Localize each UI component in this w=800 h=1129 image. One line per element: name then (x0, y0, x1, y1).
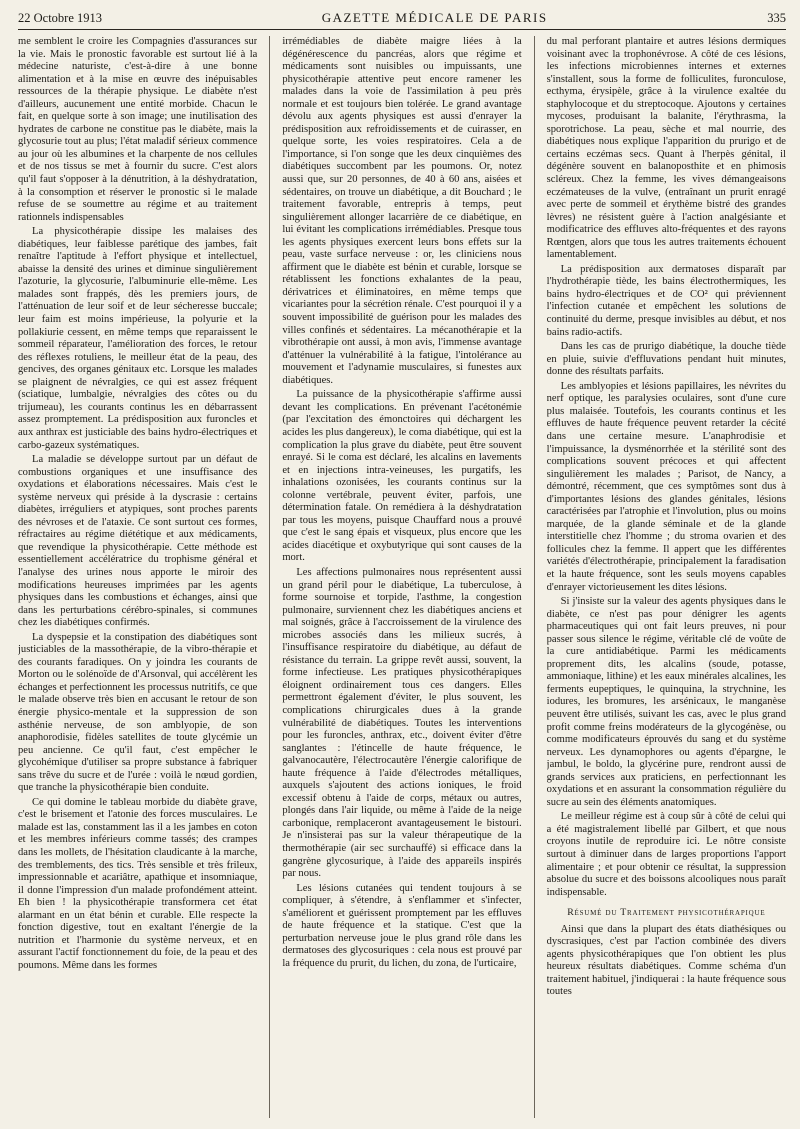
paragraph: irrémédiables de diabète maigre liées à la dégénérescence du pancréas, alors que régime et médicaments sont nuisibles ou impuissants, une physicothérapie attentive peut encore ramener les malades dans la voie de l'assimilation à peu près normale et est toujours bien tolérée. Le grand avantage dévolu aux agents physiques est aussi d'enrayer la prédisposition aux refroidissements et de cuirasser, en quelque sorte, les voies respiratoires. Cela a de l'importance, si l'on songe que les deux cinquièmes des diabétiques succombent par les poumons. Or, notez aussi que, sur 20 personnes, de 40 à 60 ans, aisées et sédentaires, on trouve un diabétique, a dit Bouchard ; le traitement favorable, entrepris à temps, peut singulièrement allonger lacarrière de ce diabétique, en lui évitant les complications irrémédiables. Presque tous les agents physiques exercent leurs bons effets sur la peau, vaste surface nerveuse : or, les cliniciens nous affirment que le diabète est bénin et curable, lorsque se rétablissent les fonctions exhalantes de la peau, dérivatrices et éliminatoires, en même temps que vicariantes pour la sécrétion rénale. C'est pourquoi il y a souvent impossibilité de guérison pour les malades des villes confinés et sédentaires. La mécanothérapie et la vibrothérapie ont aussi, à mon avis, l'immense avantage d'atténuer la vulnérabilité à la fatigue, l'intolérance au mouvement et l'adynamie musculaires, si funestes aux diabétiques. (282, 36, 522, 386)
paragraph: La puissance de la physicothérapie s'affirme aussi devant les complications. En prévenant l'acétonémie (par l'excitation des émonctoires qui déchargent les acides les plus dangereux), le coma diabétique, qui est la complication la plus grave du diabète, peut être souvent enrayé. Si le coma est déclaré, les alcalins en lavements et en injections intra-veineuses, les purgatifs, les inhalations ozonisées, les courants continus sur la colonne vertébrale, peuvent éviter, parfois, une détermination fatale. On remédiera à la déshydratation par tous les moyens, puisque Chauffard nous a prouvé que c'est le sang épais et visqueux, plus encore que les acides diacétique et oxybutyrique qui sont causes de la mort. (282, 389, 522, 564)
column-3 (547, 36, 786, 1118)
paragraph: Ce qui domine le tableau morbide du diabète grave, c'est le brisement et l'atonie des forces musculaires. Le malade est las, constamment las il a les jambes en coton et les membres inférieurs comme tassés; des crampes dans les mollets, de l'hésitation claudicante à la marche, des tremblements, des tics. Très sensible et très frileux, impressionnable et acariâtre, apathique et insomniaque, il donne l'impression d'un malade profondément atteint. Eh bien ! la physicothérapie transformera cet état alarmant en un état bénin et curable. Elle respecte la fonction digestive, tout en exaltant l'énergie de la nutrition et l'harmonie du système nerveux, et en assurant l'actif fonctionnement du foie, de la peau et des poumons. Même dans les formes (18, 796, 258, 971)
paragraph: La maladie se développe surtout par un défaut de combustions organiques et une insuffisance des oxydations et élaborations nécessaires. Mais c'est le système nerveux qui préside à la dyscrasie : certains diabètes, irréguliers et atypiques, sont proches parents des névroses et de l'ataxie. Ce sont surtout ces formes, réfractaires au régime diététique et aux médicaments, que revendique la physicothérapie. Cette méthode est essentiellement accélératrice du trophisme général et l'analyse des urines nous apporte le miroir des modifications heureuses imprimées par les agents physiques dans les combustions et échanges, ainsi que dans les perturbations cérébro-spinales, si communes chez les diabétiques confirmés. (18, 454, 258, 629)
header-date: 22 Octobre 1913 (18, 11, 103, 25)
paragraph: Les amblyopies et lésions papillaires, les névrites du nerf optique, les paralysies oculaires, sont d'une cure plus malaisée. Toutefois, les courants continus et les effluves de haute fréquence peuvent retarder la cécité dans une certaine mesure. L'anaphrodisie et l'impuissance, la dysménorrhée et la stérilité sont des complications souvent précoces et qui affectent singulièrement les malades ; Parisot, de Nancy, a démontré, récemment, que ces symptômes sont dus à d'importantes lésions des glandes génitales, lésions caractérisées par l'atrophie et l'involution, plus ou moins marquée, de la glande séminale et de la glande interstitielle chez l'homme ; du stroma ovarien et des follicules chez la femme. Il appert que les différentes variétés d'électrothérapie, principalement la faradisation et la haute fréquence, sont les seuls moyens capables d'enrayer victorieusement les dites lésions. (546, 380, 786, 593)
column-rule (269, 36, 270, 1118)
page-number: 335 (767, 11, 786, 25)
column-1 (18, 36, 257, 1118)
text-columns (18, 36, 786, 1118)
paragraph: Ainsi que dans la plupart des états diathésiques ou dyscrasiques, c'est par l'action combinée des divers agents physicothérapiques que l'on obtient les plus heureux résultats diabétiques. Comme schéma d'un traitement habituel, j'indiquerai : la haute fréquence sous toutes (546, 923, 786, 998)
paragraph: La prédisposition aux dermatoses disparaît par l'hydrothérapie tiède, les bains électrothermiques, les bains hydro-électriques et de CO² qui préviennent l'infection cutanée et empêchent les solutions de continuité du derme, presque invisibles au début, et nos bains radio-actifs. (546, 263, 786, 338)
paragraph: Les lésions cutanées qui tendent toujours à se compliquer, à s'étendre, à s'enflammer et s'infecter, s'améliorent et guérissent promptement par les effluves de haute fréquence et la statique. C'est que la perturbation nerveuse joue le plus grand rôle dans les dermatoses des glycosuriques : cela nous est prouvé par la fréquence du prurit, du lichen, du zona, de l'urticaire, (282, 882, 522, 969)
paragraph: Le meilleur régime est à coup sûr à côté de celui qui a été magistralement libellé par Gilbert, et que nous croyons inutile de reproduire ici. Le nôtre consiste surtout à diminuer dans de larges proportions l'apport alimentaire ; et pour obtenir ce résultat, la suppression absolue du sucre et des boissons alcooliques nous paraît indispensable. (546, 811, 786, 898)
paragraph: Si j'insiste sur la valeur des agents physiques dans le diabète, ce n'est pas pour dénigrer les agents pharmaceutiques qui ont fait leurs preuves, ni pour passer sous silence le régime, véritable clé de voûte de la cure antidiabétique. Parmi les médicaments proprement dits, les alcalins (soude, potasse, ammoniaque, lithine) et les eaux minérales alcalines, les ferments eupeptiques, le quinquina, la strychnine, les iodures, les bromures, les arsénicaux, le manganèse peuvent être utilisés, suivant les cas, avec le plus grand profit comme freins modérateurs de la glycogénèse, ou comme modificateurs éprouvés du sang et du système nerveux. Les dynamophores ou agents d'épargne, le jambul, le boldo, la glycérine pure, rendront aussi de grands services aux praticiens, en perfectionnant les oxydations et en assurant la consommation régulière du sucre au sein des éléments anatomiques. (546, 596, 786, 808)
paragraph: La physicothérapie dissipe les malaises des diabétiques, leur faiblesse parétique des jambes, fait renaître l'aptitude à l'effort physique et intellectuel, abaisse la densité des urines et diminue singulièrement l'azoturie, la glycosurie, l'albuminurie elle-même. Les malades sont frappés, dès les premiers jours, de l'atténuation de leur soif et de leur sécheresse buccale; leur faim est moins impérieuse, la polyurie et la pollakiurie cessent, en même temps que reparaissent le sommeil réparateur, l'amélioration des forces, le retour des réflexes rotuliens, le meilleur état de la peau, des gencives, des organes génitaux etc. Lorsque les malades se plaignent de névralgies, ce qui est assez fréquent (sciatique, lumbalgie, névralgies des côtes ou du trijumeau), les courants continus les en débarrassent assez promptement. La prédisposition aux furoncles et aux anthrax est justiciable des bains hydro-électriques et carbo-gazeux systématiques. (18, 226, 258, 451)
journal-title: GAZETTE MÉDICALE DE PARIS (321, 10, 548, 25)
running-header (18, 10, 786, 30)
paragraph: du mal perforant plantaire et autres lésions dermiques voisinant avec la trophonévrose. A côté de ces lésions, les infections microbiennes internes et externes s'installent, sous la forme de folliculites, furonculose, ecthyma, érysipèle, grâce à la virulence exaltée du staphylocoque et du streptocoque. Ajoutons y certaines mycoses, produisant la balanite, l'érythrasma, la sporotrichose. La peau, sèche et mal nourrie, des diabétiques nous explique l'apparition du prurigo et de certains eczémas secs. Quant à l'herpès génital, il dégénère souvent en balanoposthite et en phimosis scléreux. Chez la femme, les vives démangeaisons eczémateuses de la vulve, (entraînant un prurit enragé avec perte de sommeil et érythème bistré des grandes lèvres) ne résistent guère à l'action analgésiante et modificatrice des effluves alto-fréquentes et des rayons Rœntgen, alors que tous les autres traitements échouent lamentablement. (546, 36, 786, 261)
paragraph: Les affections pulmonaires nous représentent aussi un grand péril pour le diabétique, La tuberculose, à forme sournoise et torpide, l'asthme, la congestion pulmonaire, surviennent chez les diabétiques anciens et mal soignés, grâce à l'accroissement de la virulence des microbes associés dans les milieux sucrés, à l'insuffisance respiratoire du diabétique, au défaut de résistance du terrain. La grippe revêt aussi, souvent, la forme infectieuse. Les pratiques physicothérapiques éloignent ordinairement tous ces dangers. Elles permettront également d'éviter, le plus souvent, les complications chirurgicales dues à la grande vulnérabilité de diabétiques. Toutes les interventions pour les furoncles, anthrax, etc., doivent éviter d'être sanglantes : l'étincelle de haute fréquence, le galvanocautère, l'électrocautère l'énergie calorifique de haute fréquence à l'aide d'électrodes métalliques, auxquels s'ajoutent des actions ioniques, le froid excessif obtenu à l'aide de corps, métaux ou autres, plongés dans l'air liquide, ou même à l'aide de la neige carbonique, remplaceront avantageusement le bistouri. Je n'insisterai pas sur la valeur thérapeutique de la thermothérapie (air sec surchauffé) si efficace dans la gangrène glycosurique, à l'aide des appareils inspirés par nous. (282, 566, 522, 880)
paragraph: La dyspepsie et la constipation des diabétiques sont justiciables de la massothérapie, de la vibro-thérapie et des courants faradiques. On y joindra les courants de Morton ou le solénoïde de d'Arsonval, qui accélèrent les échanges et perfectionnent les processus nutritifs, ce que le malade observe très bien en accusant le retour de son énergie physico-mentale et la suppression de son asthénie nerveuse, de son amblyopie, de son anaphorodisie, fidèles satellites de toute glycémie un peu ancienne. Ce qu'il faut, c'est empêcher le glycohémique d'utiliser sa propre substance à fabriquer sans trêve du sucre et de l'urée : voilà le nœud gordien, que tranche la physicothérapie bien conduite. (18, 631, 258, 794)
paragraph: Dans les cas de prurigo diabétique, la douche tiède en pluie, suivie d'effluvations pendant huit minutes, donne des résultats parfaits. (546, 341, 786, 378)
paragraph: me semblent le croire les Compagnies d'assurances sur la vie. Mais le pronostic favorable est surtout lié à la médecine naturiste, c'est-à-dire à une bonne alimentation et à la mise en œuvre des inépuisables ressources de la thérapie physique. Le diabète n'est d'ailleurs, aucunement une entité morbide. Chacun le fait, en quelque sorte à son image; une inutilisation des hydrates de carbone ne constitue pas le diabète, mais la glycosurie tout au plus; l'état maladif sérieux commence au jour où les albumines et la charpente de nos cellules et de nos tissus se met à fournir du sucre. C'est alors qu'il faut s'opposer à la dénutrition, à la déshydratation, à la consomption et réserver le pronostic si le malade refuse de se soumettre au régime et au traitement rationnels indispensables (18, 36, 258, 223)
column-2 (282, 36, 521, 1118)
column-rule (534, 36, 535, 1118)
section-heading: Résumé du Traitement physicothérapique (567, 907, 766, 919)
